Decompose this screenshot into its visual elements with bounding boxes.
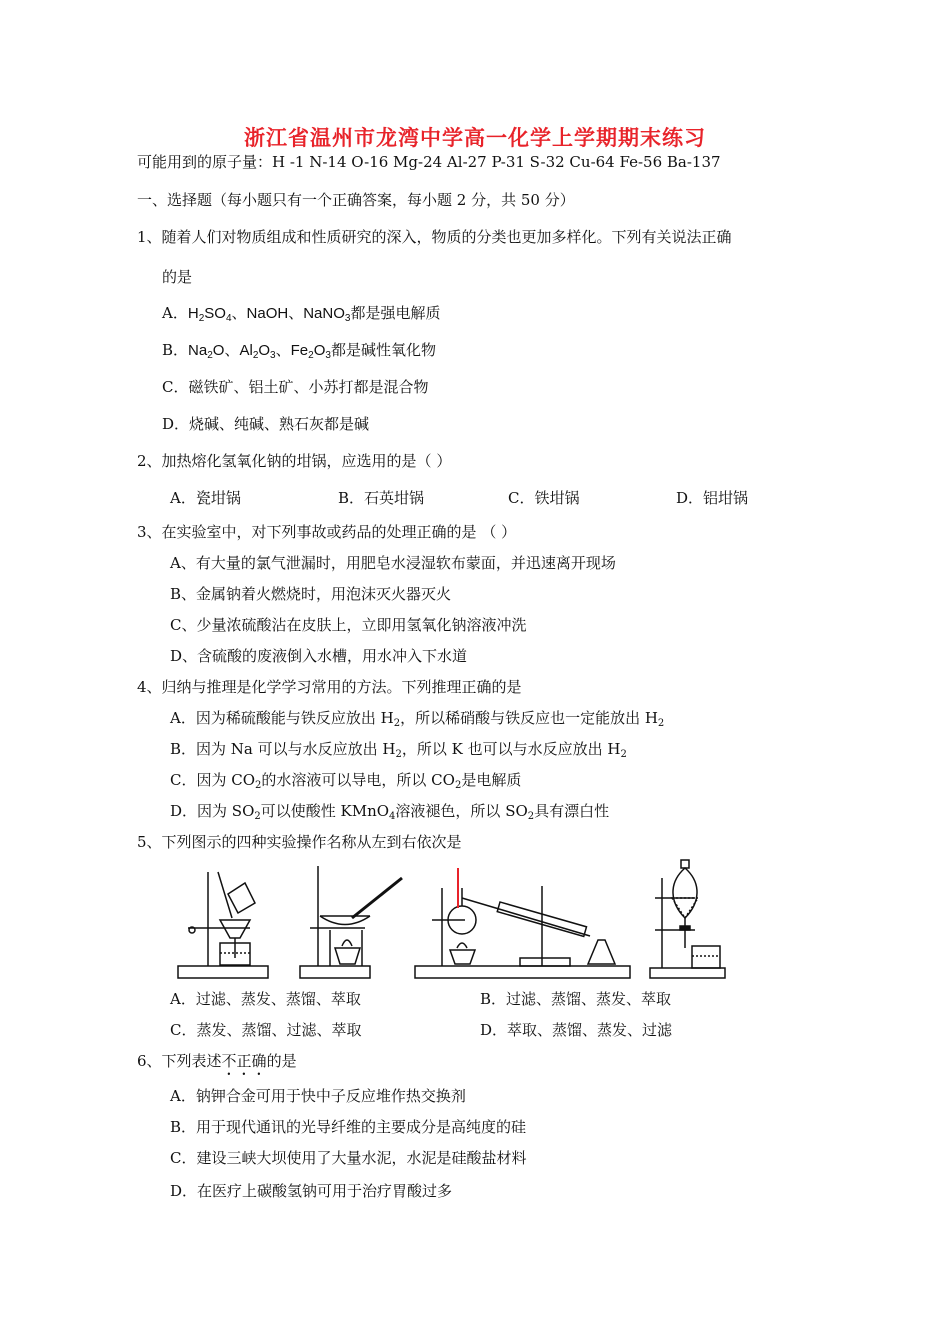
q6-option-c: C．建设三峡大坝使用了大量水泥，水泥是硅酸盐材料 bbox=[170, 1149, 527, 1167]
page-title: 浙江省温州市龙湾中学高一化学上学期期末练习 bbox=[244, 125, 706, 150]
atomic-masses-line: 可能用到的原子量：H -1 N-14 O-16 Mg-24 Al-27 P-31 S-32 Cu-64 Fe-56 Ba-137 bbox=[137, 153, 721, 171]
q1-option-a: A．$H_2SO_4$、NaOH、NaNO$_3$都是强电解质 bbox=[162, 304, 441, 324]
q6-emphasis-not: 不正确 bbox=[221, 1052, 267, 1070]
q3-option-d: D、含硫酸的废液倒入水槽，用水冲入下水道 bbox=[170, 647, 468, 665]
q1-stem-line1: 1、随着人们对物质组成和性质研究的深入，物质的分类也更加多样化。下列有关说法正确 bbox=[137, 228, 732, 246]
separatory-funnel-apparatus-icon bbox=[650, 860, 725, 978]
q2-option-b: B．石英坩锅 bbox=[338, 489, 425, 507]
section-heading: 一、选择题（每小题只有一个正确答案，每小题 2 分，共 50 分） bbox=[137, 191, 575, 209]
q6-option-a: A．钠钾合金可用于快中子反应堆作热交换剂 bbox=[170, 1087, 466, 1105]
q4-option-a: A．因为稀硫酸能与铁反应放出 $H_2$，所以稀硝酸与铁反应也一定能放出 $H_2$ bbox=[170, 709, 665, 729]
q1-option-b: B．$Na_2O$、$Al_2O_3$、$Fe_2O_3$都是碱性氧化物 bbox=[162, 341, 436, 361]
q6-stem: 6、下列表述不正确的是 bbox=[137, 1052, 297, 1070]
distillation-apparatus-icon bbox=[415, 868, 630, 978]
q4-option-d: D．因为 $SO_2$可以使酸性 KMnO$_4$溶液褪色，所以 $SO_2$具有漂白性 bbox=[170, 802, 610, 822]
q4-stem: 4、归纳与推理是化学学习常用的方法。下列推理正确的是 bbox=[137, 678, 522, 696]
q6-option-d: D．在医疗上碳酸氢钠可用于治疗胃酸过多 bbox=[170, 1182, 453, 1200]
q5-option-d: D．萃取、蒸馏、蒸发、过滤 bbox=[480, 1021, 673, 1039]
evaporation-apparatus-icon bbox=[300, 866, 402, 978]
q5-option-c: C．蒸发、蒸馏、过滤、萃取 bbox=[170, 1021, 362, 1039]
q5-option-a: A．过滤、蒸发、蒸馏、萃取 bbox=[170, 990, 361, 1008]
q2-option-a: A．瓷坩锅 bbox=[170, 489, 241, 507]
q3-stem: 3、在实验室中，对下列事故或药品的处理正确的是 （ ） bbox=[137, 523, 517, 541]
q4-option-b: B．因为 Na 可以与水反应放出 $H_2$，所以 K 也可以与水反应放出 $H_2$ bbox=[170, 740, 627, 760]
q6-option-b: B．用于现代通讯的光导纤维的主要成分是高纯度的硅 bbox=[170, 1118, 527, 1136]
q5-option-b: B．过滤、蒸馏、蒸发、萃取 bbox=[480, 990, 672, 1008]
q1-stem-line2: 的是 bbox=[162, 268, 193, 286]
q1-option-c: C．磁铁矿、铝土矿、小苏打都是混合物 bbox=[162, 378, 429, 396]
q1-option-d: D．烧碱、纯碱、熟石灰都是碱 bbox=[162, 415, 370, 433]
q5-stem: 5、下列图示的四种实验操作名称从左到右依次是 bbox=[137, 833, 462, 851]
q4-option-c: C．因为 $CO_2$的水溶液可以导电，所以 $CO_2$是电解质 bbox=[170, 771, 522, 791]
q3-option-a: A、有大量的氯气泄漏时，用肥皂水浸湿软布蒙面，并迅速离开现场 bbox=[170, 554, 616, 572]
q2-stem: 2、加热熔化氢氧化钠的坩锅，应选用的是（ ） bbox=[137, 452, 452, 470]
filtration-apparatus-icon bbox=[178, 872, 268, 978]
q2-option-c: C．铁坩锅 bbox=[508, 489, 580, 507]
q3-option-c: C、少量浓硫酸沾在皮肤上，立即用氢氧化钠溶液冲洗 bbox=[170, 616, 527, 634]
q2-option-d: D．铝坩锅 bbox=[676, 489, 749, 507]
q3-option-b: B、金属钠着火燃烧时，用泡沫灭火器灭火 bbox=[170, 585, 452, 603]
lab-apparatus-figure bbox=[170, 858, 730, 988]
